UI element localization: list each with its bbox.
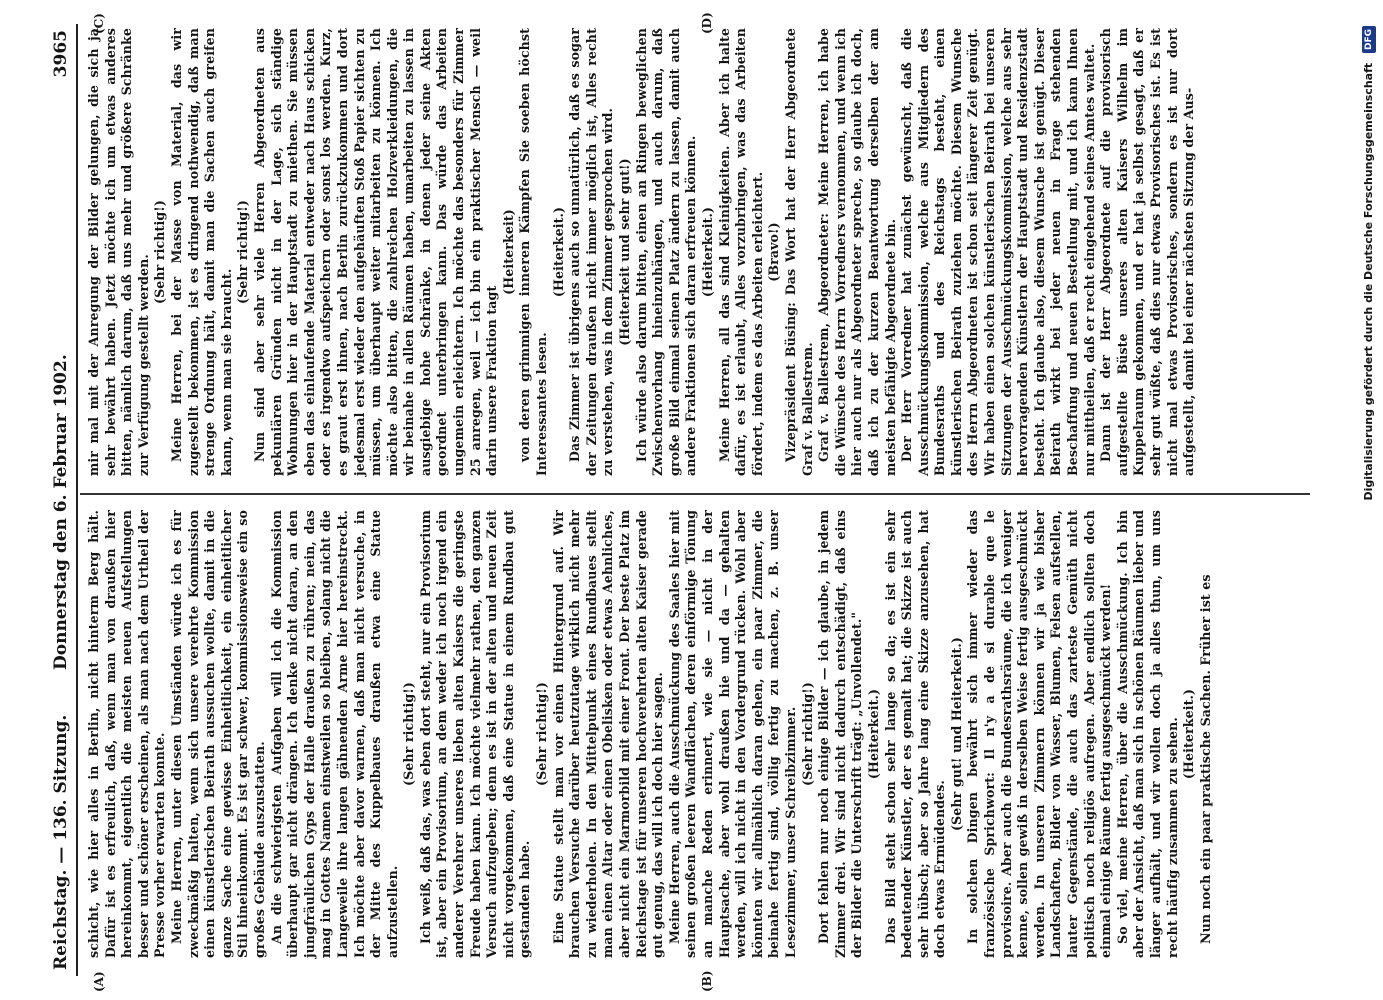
margin-mark-b: (B) xyxy=(700,970,714,992)
paragraph: (Sehr richtig!) xyxy=(799,682,815,786)
paragraph: Das Zimmer ist übrigens auch so unnatürlich, daß es sogar der Zeitungen draußen nicht immer möglich ist, Alles recht zu verstehen, was in dem Zimmer gesprochen wird. xyxy=(567,28,616,476)
paragraph: (Heiterkeit) xyxy=(500,209,516,295)
paragraph: Nun sind aber sehr viele Herren Abgeordneten aus pekuniären Gründen nicht in der Lage, sich ständige Wohnungen hier in der Hauptstadt zu miethen. Sie müssen eben das einlaufende Material entweder nach Haus schicken oder es irgendwo aufspeichern oder sonst los werden. Kurz, es graut erst ihnen, nach Berlin zurückzukommen und dort jedesmal erst wieder den aufgehäuften Stoß Papier sichten zu müssen, um überhaupt weiter mitarbeiten zu können. Ich möchte also bitten, die zahlreichen Holzverkleidungen, die wir beinahe in allen Räumen haben, umarbeiten zu lassen in ausgiebige hohe Schränke, in denen jeder seine Akten geordnet unterbringen kann. Das würde das Arbeiten ungemein erleichtern. Ich möchte das besonders für Zimmer 25 anregen, weil — ich bin ein praktischer Mensch — weil darin unsere Fraktion tagt xyxy=(251,28,500,476)
dfg-logo: DFG xyxy=(1362,26,1376,53)
paragraph: Der Herr Vorredner hat zunächst gewünscht, daß die Ausschmückungskommission, welche aus Mitgliedern des Bundesraths und des Reichstags besteht, einen künstlerischen Beirath zuziehen möchte. Diesem Wunsche des Herrn Abgeordneten ist schon seit längerer Zeit genügt. Wir haben einen solchen künstlerischen Beirath bei unseren Sitzungen der Ausschmückungskommission, welche aus sehr hervorragenden Künstlern der Hauptstadt und Residenzstadt besteht. Ich glaube also, diesem Wunsche ist genügt. Dieser Beirath wirkt bei jeder neuen in Frage stehenden Beschaffung und neuen Bestellung mit, und ich kann Ihnen nur mittheilen, daß er recht eingehend seines Amtes waltet. xyxy=(899,28,1097,476)
paragraph: (Bravo!) xyxy=(766,222,782,282)
paragraph: (Sehr gut! und Heiterkeit.) xyxy=(948,637,964,831)
paragraph: Graf v. Ballestrem, Abgeordneter: Meine Herren, ich habe die Wünsche des Herrn Vorredners vernommen, und wenn ich hier auch nur als Abgeordneter spreche, so glaube ich doch, daß ich zu der kurzen Beantwortung derselben der am meisten befähigte Abgeordnete bin. xyxy=(816,28,898,476)
paragraph: (Sehr richtig!) xyxy=(152,200,168,304)
paragraph: Ich weiß, daß das, was eben dort steht, nur ein Provisorium ist, aber ein Provisorium, an dem weder ich noch irgend ein anderer Verehrer unseres lieben alten Kaisers die geringste Freude haben kann. Ich möchte vielmehr rathen, den ganzen Versuch aufzugeben; denn es ist in der alten und neuen Zeit nicht vorgekommen, daß eine Statue in einem Rundbau gut gestanden habe. xyxy=(417,510,533,958)
paragraph: Meine Herren, unter diesen Umständen würde ich es für zweckmäßig halten, wenn sich unsere verehrte Kommission einen künstlerischen Beirath aussuchen wollte, damit in die ganze Sache eine gewisse Einheitlichkeit, ein einheitlicher Stil hineinkommt. Es ist gar schwer, kommissionsweise ein so großes Gebäude auszustatten. xyxy=(168,510,267,958)
paragraph: Das Bild steht schon sehr lange so da; es ist ein sehr bedeutender Künstler, der es gemalt hat; die Skizze ist auch sehr hübsch; aber so Jahre lang eine Skizze anzusehen, hat doch etwas Ermüdendes. xyxy=(882,510,948,958)
paragraph: (Heiterkeit.) xyxy=(865,688,881,780)
footer-credit xyxy=(1360,0,1378,1000)
paragraph: Meine Herren, bei der Masse von Material, das wir zugestellt bekommen, ist es dringend nothwendig, daß man strenge Ordnung hält, damit man die Sachen auch greifen kann, wenn man sie braucht. xyxy=(168,28,234,476)
paragraph: Meine Herren, auch die Ausschmückung des Saales hier mit seinen großen leeren Wandflächen, deren einförmige Tönung an manche Reden erinnert, wie sie — nicht in der Hauptsache, aber wohl draußen hie und da — gehalten werden, will ich nicht in den Vordergrund rücken. Wohl aber könnten wir allmählich daran gehen, ein paar Zimmer, die beinahe fertig sind, völlig fertig zu machen, z. B. unser Lesezimmer, unser Schreibzimmer. xyxy=(666,510,798,958)
credit-text: Digitalisierung gefördert durch die Deutsche Forschungsgemeinschaft xyxy=(1362,62,1375,501)
header-session: Reichstag. — 136. Sitzung. xyxy=(51,714,71,970)
left-column xyxy=(86,510,1214,958)
margin-mark-c: (C) xyxy=(92,13,106,34)
paragraph: Dann ist der Herr Abgeordnete auf die provisorisch aufgestellte Büste unseres alten Kaisers Wilhelm im Kuppelraum gekommen, und er hat ja selbst gesagt, daß er sehr gut wüßte, daß dies nur etwas Provisorisches ist. Es ist nicht mal etwas Provisorisches, sondern es ist nur dort aufgestellt, damit bei einer nächsten Sitzung der Aus- xyxy=(1098,28,1197,476)
paragraph: von deren grimmigen inneren Kämpfen Sie soeben höchst Interessantes lesen. xyxy=(517,28,550,476)
paragraph: Dort fehlen nur noch einige Bilder — ich glaube, in jedem Zimmer drei. Wir sind nicht dadurch entschädigt, daß eins der Bilder die Unterschrift trägt: „Unvollendet." xyxy=(816,510,865,958)
paragraph: An die schwierigsten Aufgaben will ich die Kommission überhaupt gar nicht drängen. Ich denke nicht daran, an den jungfräulichen Gyps der Halle draußen zu rühren; nein, das mag in Gottes Namen einstweilen so bleiben, solang nicht die Langeweile ihre langen gähnenden Arme hier hereinstreckt. Ich möchte aber davor warnen, daß man nicht versuche, in der Mitte des Kuppelbaues draußen etwa eine Statue aufzustellen. xyxy=(268,510,400,958)
paragraph: Meine Herren, all das sind Kleinigkeiten. Aber ich halte dafür, es ist erlaubt, Alles vorzubringen, was das Arbeiten fördert, indem es das Arbeiten erleichtert. xyxy=(716,28,765,476)
paragraph: (Heiterkeit und sehr gut!) xyxy=(617,158,632,346)
paragraph: Ich würde also darum bitten, einen an Ringen beweglichen Zwischenvorhang hineinzuhängen, und auch darum, daß große Bild einmal seinen Platz ändern zu lassen, damit auch andere Fraktionen sich daran erfreuen können. xyxy=(633,28,699,476)
paragraph: (Sehr richtig!) xyxy=(235,200,251,304)
paragraph: (Sehr richtig!) xyxy=(401,682,417,786)
paragraph: Nun noch ein paar praktische Sachen. Früher ist es xyxy=(1197,574,1213,944)
paragraph: So viel, meine Herren, über die Ausschmückung. Ich bin aber der Ansicht, daß man sich in schönen Räumen lieber und länger aufhält, und wir wollen doch ja alles thun, um uns recht häufig zusammen zu sehen. xyxy=(1114,510,1180,958)
header-date: Donnerstag den 6. Februar 1902. xyxy=(51,354,71,670)
paragraph: Vizepräsident Büsing: Das Wort hat der Herr Abgeordnete Graf v. Ballestrem. xyxy=(782,28,815,476)
paragraph: In solchen Dingen bewährt sich immer wieder das französische Sprichwort: Il n'y a de si durable que le provisoire. Aber auch die Bundesrathsräume, die ich weniger kenne, sollen gewiß in derselben Weise fertig ausgeschmückt werden. In unseren Zimmern können wir ja wie bisher Landschaften, Bilder von Wasser, Blumen, Felsen aufstellen, lauter Gegenstände, die auch das zarteste Gemüth nicht politisch noch religiös aufregen. Aber endlich sollten doch einmal einige Räume fertig ausgeschmückt werden! xyxy=(965,510,1114,958)
paragraph: Eine Statue stellt man vor einen Hintergrund auf. Wir brauchen Versuche darüber heutzutage wirklich nicht mehr zu wiederholen. In den Mittelpunkt eines Rundbaues stellt man einen Altar oder einen Obelisken oder etwas Aehnliches, aber nicht ein Marmorbild mit einer Front. Der beste Platz im Reichstage ist für unseren hochverehrten alten Kaiser gerade gut genug, das will ich doch hier sagen. xyxy=(550,510,666,958)
paragraph: mir mal mit der Anregung der Bilder gelungen, die sich ja sehr bewährt haben. Jetzt möchte ich um etwas anderes bitten, nämlich darum, daß uns mehr und größere Schränke zur Verfügung gestellt werden. xyxy=(86,28,151,476)
page-header xyxy=(48,30,74,970)
paragraph: (Heiterkeit.) xyxy=(550,206,566,298)
margin-mark-d: (D) xyxy=(700,12,714,34)
margin-mark-a: (A) xyxy=(92,971,106,992)
column-divider xyxy=(80,493,1310,495)
paragraph: (Sehr richtig!) xyxy=(534,682,550,786)
right-column xyxy=(86,28,1198,476)
page-number: 3965 xyxy=(51,30,71,78)
paragraph: (Heiterkeit.) xyxy=(699,206,715,298)
paragraph: schicht, wie hier alles in Berlin, nicht hinterm Berg hält. Dafür ist es erfreulich, daß, wenn man von draußen hier hereinkommt, eigentlich die meisten neuen Aufstellungen besser und schöner erscheinen, als man nach dem Urtheil der Presse vorher erwarten konnte. xyxy=(86,510,168,958)
header-rule xyxy=(76,24,78,976)
paragraph: (Heiterkeit.) xyxy=(1181,688,1197,780)
